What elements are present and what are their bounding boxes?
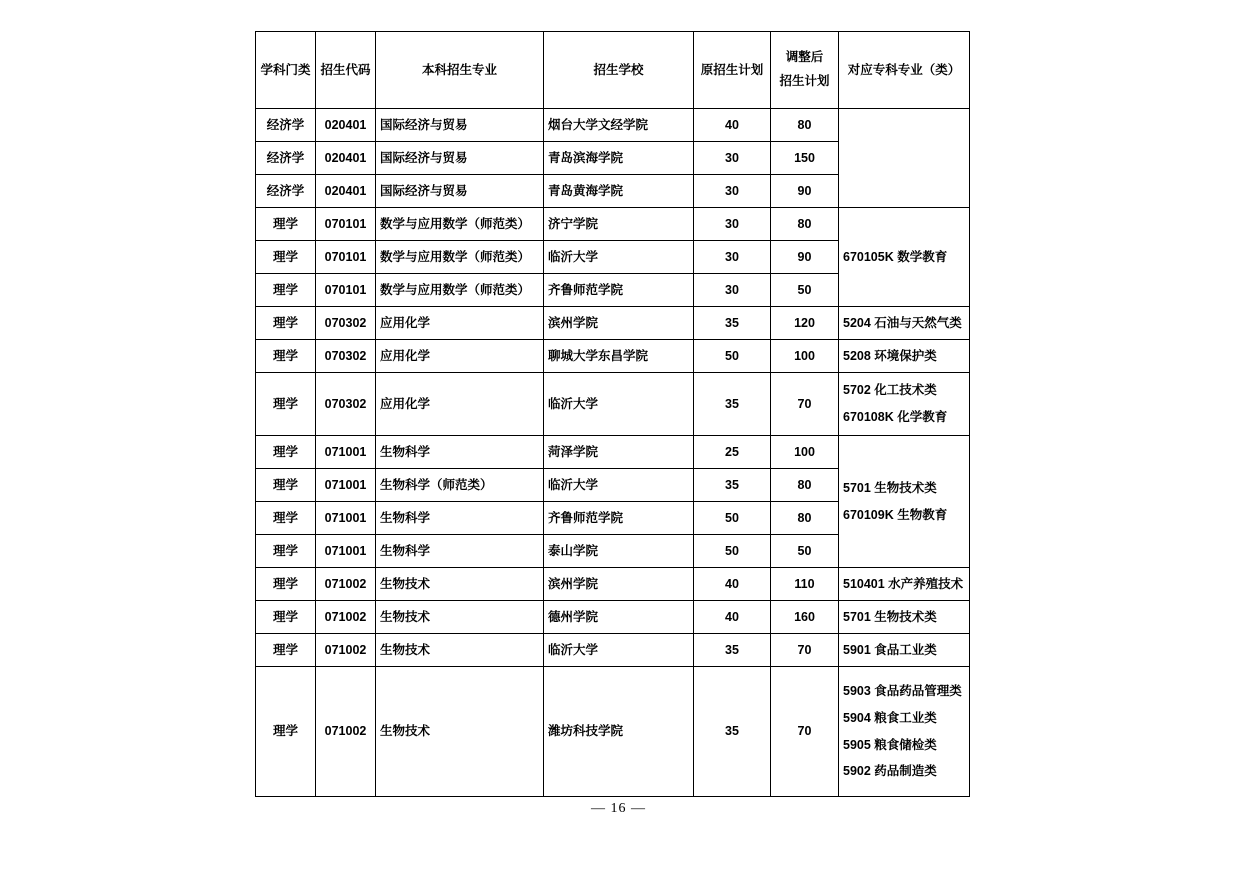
cell-original-plan: 35 <box>694 307 771 340</box>
cell-major: 生物技术 <box>376 667 544 797</box>
cell-code: 070302 <box>316 340 376 373</box>
admission-plan-table <box>255 31 970 797</box>
header-major: 本科招生专业 <box>376 32 544 109</box>
cell-code: 070101 <box>316 241 376 274</box>
cell-category: 理学 <box>256 601 316 634</box>
header-original-plan: 原招生计划 <box>694 32 771 109</box>
cell-adjusted-plan: 100 <box>771 436 839 469</box>
cell-major: 生物技术 <box>376 634 544 667</box>
cell-category: 理学 <box>256 373 316 436</box>
cell-major: 国际经济与贸易 <box>376 109 544 142</box>
cell-category: 经济学 <box>256 175 316 208</box>
table-row <box>256 373 970 436</box>
cell-school: 滨州学院 <box>544 307 694 340</box>
cell-adjusted-plan: 50 <box>771 535 839 568</box>
cell-category: 理学 <box>256 535 316 568</box>
cell-original-plan: 35 <box>694 373 771 436</box>
page-number: — 16 — <box>591 801 646 816</box>
cell-school: 菏泽学院 <box>544 436 694 469</box>
cell-major: 应用化学 <box>376 307 544 340</box>
cell-original-plan: 30 <box>694 175 771 208</box>
cell-category: 理学 <box>256 634 316 667</box>
cell-adjusted-plan: 80 <box>771 502 839 535</box>
cell-original-plan: 50 <box>694 535 771 568</box>
cell-adjusted-plan: 70 <box>771 634 839 667</box>
cell-original-plan: 50 <box>694 502 771 535</box>
cell-code: 070101 <box>316 208 376 241</box>
specialty-item: 5702 化工技术类 <box>843 383 937 398</box>
cell-specialty: 5208 环境保护类 <box>839 340 970 373</box>
specialty-item: 5902 药品制造类 <box>843 764 937 779</box>
cell-code: 071001 <box>316 535 376 568</box>
cell-category: 理学 <box>256 208 316 241</box>
table-body <box>256 109 970 797</box>
cell-major: 国际经济与贸易 <box>376 142 544 175</box>
cell-adjusted-plan: 100 <box>771 340 839 373</box>
table-row <box>256 634 970 667</box>
specialty-item: 670105K 数学教育 <box>843 249 948 264</box>
cell-major: 生物科学（师范类） <box>376 469 544 502</box>
cell-adjusted-plan: 50 <box>771 274 839 307</box>
table-row <box>256 208 970 241</box>
cell-school: 青岛滨海学院 <box>544 142 694 175</box>
cell-original-plan: 30 <box>694 142 771 175</box>
cell-original-plan: 30 <box>694 208 771 241</box>
table-header <box>256 32 970 109</box>
cell-code: 071002 <box>316 667 376 797</box>
specialty-item: 5904 粮食工业类 <box>843 710 937 725</box>
cell-school: 潍坊科技学院 <box>544 667 694 797</box>
cell-code: 020401 <box>316 142 376 175</box>
specialty-item: 5903 食品药品管理类 <box>843 683 962 698</box>
cell-adjusted-plan: 90 <box>771 175 839 208</box>
cell-code: 070302 <box>316 373 376 436</box>
table-row <box>256 307 970 340</box>
admission-table-container <box>255 31 1223 797</box>
cell-specialty-group <box>839 436 970 568</box>
table-row <box>256 667 970 797</box>
header-adjusted-plan <box>771 32 839 109</box>
cell-code: 071001 <box>316 436 376 469</box>
cell-major: 应用化学 <box>376 373 544 436</box>
cell-adjusted-plan: 150 <box>771 142 839 175</box>
cell-major: 数学与应用数学（师范类） <box>376 274 544 307</box>
cell-adjusted-plan: 110 <box>771 568 839 601</box>
table-row <box>256 568 970 601</box>
cell-specialty-group <box>839 667 970 797</box>
cell-school: 烟台大学文经学院 <box>544 109 694 142</box>
header-specialty: 对应专科专业（类） <box>839 32 970 109</box>
cell-category: 经济学 <box>256 109 316 142</box>
cell-code: 071002 <box>316 634 376 667</box>
cell-adjusted-plan: 70 <box>771 667 839 797</box>
specialty-item: 670109K 生物教育 <box>843 507 948 522</box>
cell-school: 青岛黄海学院 <box>544 175 694 208</box>
cell-category: 理学 <box>256 469 316 502</box>
cell-adjusted-plan: 160 <box>771 601 839 634</box>
cell-specialty-group <box>839 109 970 208</box>
cell-specialty-group <box>839 373 970 436</box>
table-row <box>256 340 970 373</box>
header-school: 招生学校 <box>544 32 694 109</box>
cell-major: 应用化学 <box>376 340 544 373</box>
cell-school: 临沂大学 <box>544 241 694 274</box>
specialty-item: 5701 生物技术类 <box>843 480 937 495</box>
cell-original-plan: 50 <box>694 340 771 373</box>
header-adjusted-plan-line2: 招生计划 <box>779 74 830 88</box>
header-code: 招生代码 <box>316 32 376 109</box>
cell-major: 国际经济与贸易 <box>376 175 544 208</box>
cell-code: 070302 <box>316 307 376 340</box>
cell-category: 理学 <box>256 667 316 797</box>
cell-specialty: 510401 水产养殖技术 <box>839 568 970 601</box>
cell-original-plan: 25 <box>694 436 771 469</box>
cell-major: 生物技术 <box>376 568 544 601</box>
header-adjusted-plan-line1: 调整后 <box>785 50 824 65</box>
table-row <box>256 601 970 634</box>
cell-category: 经济学 <box>256 142 316 175</box>
cell-code: 020401 <box>316 109 376 142</box>
cell-major: 生物科学 <box>376 502 544 535</box>
table-header-row <box>256 32 970 109</box>
cell-category: 理学 <box>256 241 316 274</box>
cell-specialty: 5901 食品工业类 <box>839 634 970 667</box>
cell-adjusted-plan: 80 <box>771 208 839 241</box>
cell-original-plan: 30 <box>694 274 771 307</box>
cell-category: 理学 <box>256 568 316 601</box>
cell-code: 070101 <box>316 274 376 307</box>
cell-adjusted-plan: 80 <box>771 109 839 142</box>
specialty-item: 670108K 化学教育 <box>843 410 948 424</box>
cell-school: 齐鲁师范学院 <box>544 502 694 535</box>
cell-original-plan: 35 <box>694 469 771 502</box>
cell-category: 理学 <box>256 340 316 373</box>
cell-school: 聊城大学东昌学院 <box>544 340 694 373</box>
cell-code: 020401 <box>316 175 376 208</box>
cell-school: 临沂大学 <box>544 634 694 667</box>
cell-adjusted-plan: 120 <box>771 307 839 340</box>
cell-original-plan: 40 <box>694 568 771 601</box>
specialty-item: 5905 粮食储检类 <box>843 737 937 752</box>
cell-category: 理学 <box>256 307 316 340</box>
cell-original-plan: 35 <box>694 667 771 797</box>
cell-category: 理学 <box>256 436 316 469</box>
cell-school: 德州学院 <box>544 601 694 634</box>
cell-school: 泰山学院 <box>544 535 694 568</box>
cell-major: 生物科学 <box>376 436 544 469</box>
cell-original-plan: 30 <box>694 241 771 274</box>
cell-category: 理学 <box>256 502 316 535</box>
cell-code: 071001 <box>316 502 376 535</box>
cell-school: 济宁学院 <box>544 208 694 241</box>
cell-code: 071002 <box>316 568 376 601</box>
cell-major: 数学与应用数学（师范类） <box>376 208 544 241</box>
cell-original-plan: 40 <box>694 109 771 142</box>
cell-specialty: 5204 石油与天然气类 <box>839 307 970 340</box>
table-row <box>256 109 970 142</box>
cell-major: 生物科学 <box>376 535 544 568</box>
cell-school: 临沂大学 <box>544 469 694 502</box>
cell-adjusted-plan: 70 <box>771 373 839 436</box>
table-row <box>256 436 970 469</box>
cell-school: 临沂大学 <box>544 373 694 436</box>
cell-specialty-group <box>839 208 970 307</box>
cell-original-plan: 40 <box>694 601 771 634</box>
cell-category: 理学 <box>256 274 316 307</box>
header-category: 学科门类 <box>256 32 316 109</box>
cell-major: 数学与应用数学（师范类） <box>376 241 544 274</box>
cell-code: 071001 <box>316 469 376 502</box>
cell-major: 生物技术 <box>376 601 544 634</box>
cell-original-plan: 35 <box>694 634 771 667</box>
cell-adjusted-plan: 90 <box>771 241 839 274</box>
cell-school: 齐鲁师范学院 <box>544 274 694 307</box>
cell-code: 071002 <box>316 601 376 634</box>
cell-specialty: 5701 生物技术类 <box>839 601 970 634</box>
cell-school: 滨州学院 <box>544 568 694 601</box>
cell-adjusted-plan: 80 <box>771 469 839 502</box>
